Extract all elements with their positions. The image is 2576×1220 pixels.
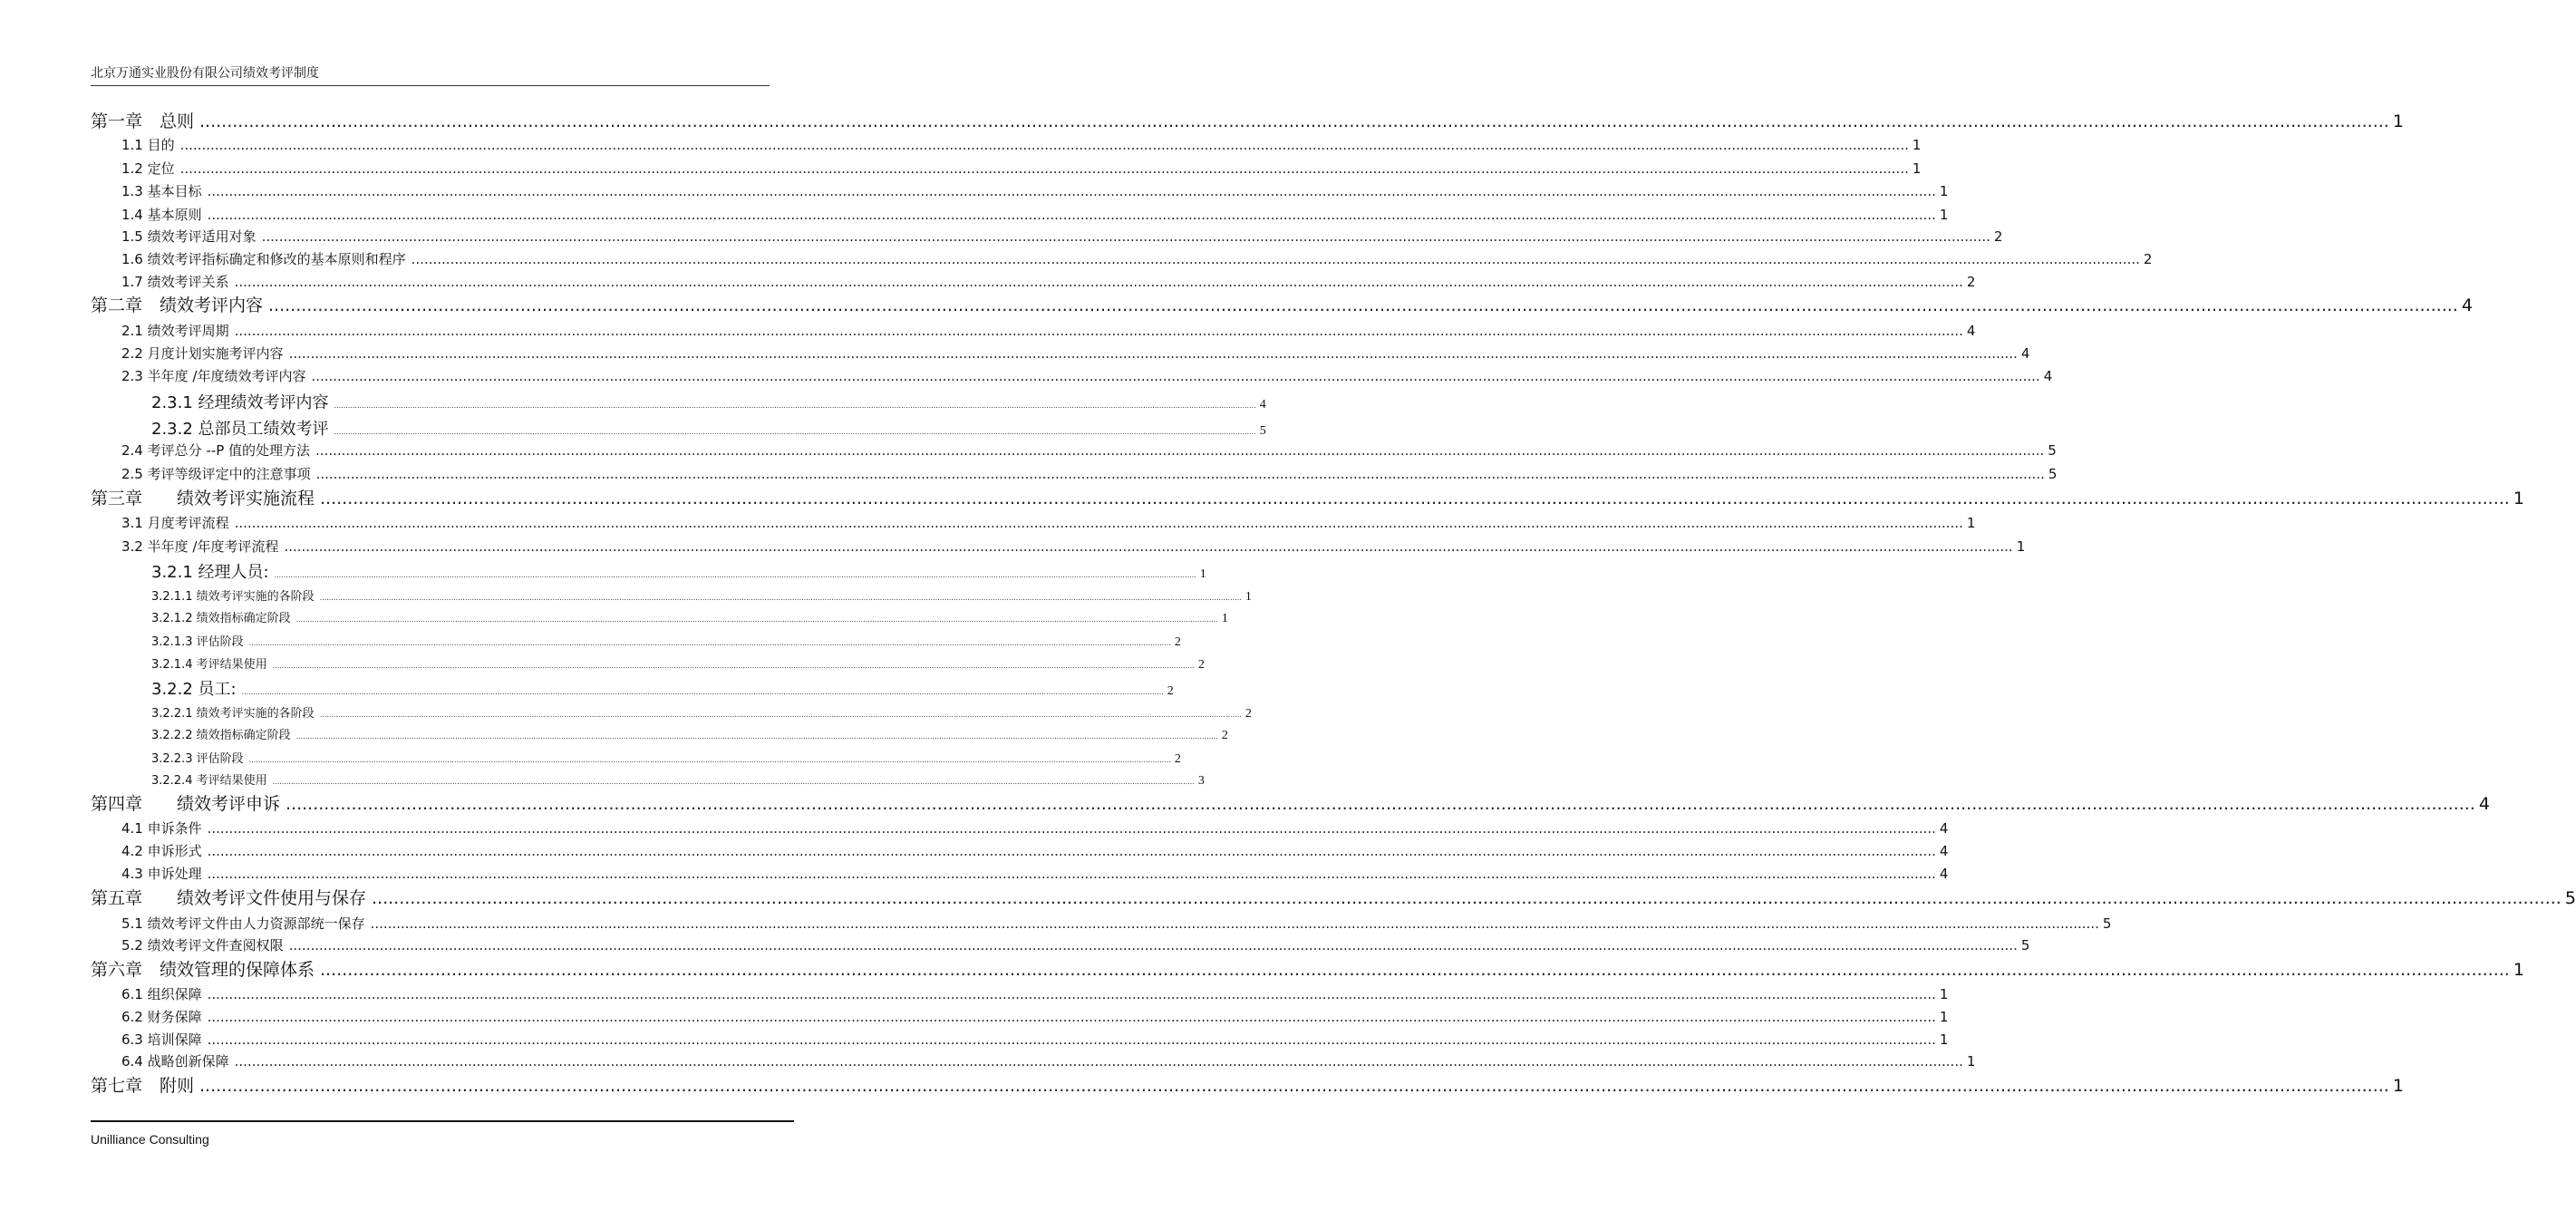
toc-entry-label: 第六章 绩效管理的保障体系 [91, 960, 315, 980]
toc-entry-page-number: 2 [1966, 274, 1976, 290]
toc-entry-page-number: 1 [1966, 515, 1976, 531]
toc-dot-leader: ................................................................................................................................................................................................................................................................................................................................................................................................................ [295, 615, 1218, 624]
toc-entry-page-number: 1 [1939, 183, 1949, 199]
toc-entry-label: 2.4 考评总分 --P 值的处理方法 [121, 442, 311, 459]
toc-entry[interactable] [91, 108, 2404, 132]
toc-entry[interactable] [121, 841, 1949, 860]
toc-entry-page-number: 1 [2016, 538, 2026, 555]
toc-entry-page-number: 1 [1939, 1009, 1949, 1025]
toc-entry[interactable] [121, 344, 2030, 363]
toc-entry-page-number: 1 [1939, 986, 1949, 1002]
toc-entry-page-number: 1 [1939, 207, 1949, 223]
toc-entry-label: 3.2.2 员工: [151, 680, 237, 699]
toc-dot-leader: ................................................................................................................................................................................................................................................................................................................................................................................................................ [372, 888, 2561, 908]
toc-entry-page-number: 2 [1174, 635, 1181, 649]
toc-entry[interactable] [91, 292, 2473, 316]
toc-entry[interactable] [121, 1030, 1949, 1049]
toc-entry-page-number: 1 [1244, 590, 1252, 604]
toc-entry-label: 1.6 绩效考评指标确定和修改的基本原则和程序 [121, 251, 406, 267]
toc-dot-leader: ................................................................................................................................................................................................................................................................................................................................................................................................................ [288, 345, 2018, 362]
toc-dot-leader: ................................................................................................................................................................................................................................................................................................................................................................................................................ [315, 442, 2045, 459]
toc-entry[interactable] [121, 159, 1922, 178]
toc-dot-leader: ................................................................................................................................................................................................................................................................................................................................................................................................................ [315, 466, 2045, 482]
toc-entry-page-number: 1 [2392, 111, 2404, 131]
toc-dot-leader: ................................................................................................................................................................................................................................................................................................................................................................................................................ [319, 594, 1242, 602]
toc-dot-leader: ................................................................................................................................................................................................................................................................................................................................................................................................................ [199, 111, 2389, 131]
toc-entry[interactable] [151, 654, 1205, 673]
toc-dot-leader: ................................................................................................................................................................................................................................................................................................................................................................................................................ [334, 402, 1256, 410]
toc-entry[interactable] [121, 366, 2053, 385]
toc-entry[interactable] [151, 608, 1228, 626]
toc-dot-leader: ................................................................................................................................................................................................................................................................................................................................................................................................................ [207, 207, 1936, 223]
toc-entry[interactable] [91, 885, 2576, 909]
toc-entry-label: 1.5 绩效考评适用对象 [121, 228, 257, 245]
toc-entry-page-number: 4 [2478, 794, 2490, 814]
toc-entry-label: 第五章 绩效考评文件使用与保存 [91, 888, 367, 908]
toc-entry[interactable] [121, 441, 2057, 460]
toc-dot-leader: ................................................................................................................................................................................................................................................................................................................................................................................................................ [207, 1009, 1936, 1025]
toc-entry[interactable] [91, 1072, 2404, 1097]
toc-entry-label: 2.2 月度计划实施考评内容 [121, 345, 284, 362]
toc-entry-label: 1.2 定位 [121, 160, 175, 177]
toc-entry-page-number: 1 [2513, 960, 2524, 980]
toc-entry[interactable] [151, 676, 1174, 700]
toc-entry-label: 第三章 绩效考评实施流程 [91, 489, 315, 508]
toc-dot-leader: ................................................................................................................................................................................................................................................................................................................................................................................................................ [320, 489, 2510, 508]
toc-entry-label: 2.3.2 总部员工绩效考评 [151, 420, 329, 439]
toc-entry-page-number: 1 [2392, 1076, 2404, 1096]
toc-dot-leader: ................................................................................................................................................................................................................................................................................................................................................................................................................ [370, 915, 2099, 932]
toc-entry[interactable] [151, 559, 1206, 583]
toc-entry[interactable] [151, 632, 1181, 650]
toc-entry[interactable] [91, 956, 2524, 981]
toc-entry-label: 3.2.1.3 评估阶段 [151, 635, 244, 649]
toc-entry-page-number: 4 [1939, 866, 1949, 882]
toc-dot-leader: ................................................................................................................................................................................................................................................................................................................................................................................................................ [179, 160, 1909, 177]
toc-entry-label: 2.3 半年度 /年度绩效考评内容 [121, 368, 306, 384]
toc-entry-page-number: 5 [2102, 915, 2112, 932]
toc-dot-leader: ................................................................................................................................................................................................................................................................................................................................................................................................................ [207, 986, 1936, 1002]
toc-entry-label: 3.2.2.3 评估阶段 [151, 752, 244, 766]
toc-entry[interactable] [151, 390, 1266, 413]
toc-entry-label: 6.4 战略创新保障 [121, 1053, 229, 1070]
toc-dot-leader: ................................................................................................................................................................................................................................................................................................................................................................................................................ [274, 571, 1196, 579]
toc-entry-label: 4.1 申诉条件 [121, 820, 202, 837]
toc-entry[interactable] [151, 770, 1205, 789]
toc-entry[interactable] [121, 537, 2026, 556]
toc-entry-page-number: 2 [1167, 684, 1174, 698]
toc-entry-page-number: 1 [1939, 1031, 1949, 1048]
toc-entry-label: 3.2 半年度 /年度考评流程 [121, 538, 279, 555]
toc-entry-page-number: 1 [1966, 1053, 1976, 1070]
toc-entry-label: 3.2.1 经理人员: [151, 563, 269, 582]
toc-entry-page-number: 4 [1939, 843, 1949, 859]
toc-entry-page-number: 1 [1199, 567, 1206, 581]
footer-text: Unilliance Consulting [91, 1132, 209, 1147]
toc-dot-leader: ................................................................................................................................................................................................................................................................................................................................................................................................................ [207, 183, 1936, 199]
toc-entry-page-number: 2 [1244, 707, 1252, 721]
toc-entry-label: 6.3 培训保障 [121, 1031, 202, 1048]
toc-entry-label: 4.3 申诉处理 [121, 866, 202, 882]
toc-dot-leader: ................................................................................................................................................................................................................................................................................................................................................................................................................ [311, 368, 2040, 384]
toc-entry-label: 5.1 绩效考评文件由人力资源部统一保存 [121, 915, 365, 932]
footer-rule [91, 1120, 794, 1122]
toc-dot-leader: ................................................................................................................................................................................................................................................................................................................................................................................................................ [272, 662, 1195, 670]
toc-dot-leader: ................................................................................................................................................................................................................................................................................................................................................................................................................ [288, 937, 2018, 954]
toc-entry-label: 2.3.1 经理绩效考评内容 [151, 393, 329, 412]
toc-entry-page-number: 4 [1259, 398, 1266, 412]
toc-entry-label: 3.2.2.1 绩效考评实施的各阶段 [151, 707, 315, 721]
toc-entry-label: 3.1 月度考评流程 [121, 515, 229, 531]
toc-dot-leader: ................................................................................................................................................................................................................................................................................................................................................................................................................ [241, 688, 1164, 696]
toc-dot-leader: ................................................................................................................................................................................................................................................................................................................................................................................................................ [272, 778, 1195, 786]
toc-entry[interactable] [121, 272, 1976, 291]
toc-entry-label: 5.2 绩效考评文件查阅权限 [121, 937, 284, 954]
toc-entry[interactable] [151, 586, 1252, 605]
toc-entry-label: 3.2.2.4 考评结果使用 [151, 774, 267, 788]
toc-entry[interactable] [121, 914, 2112, 933]
toc-entry[interactable] [151, 749, 1181, 767]
toc-entry-label: 2.1 绩效考评周期 [121, 323, 229, 339]
toc-dot-leader: ................................................................................................................................................................................................................................................................................................................................................................................................................ [234, 274, 1963, 290]
toc-entry-label: 4.2 申诉形式 [121, 843, 202, 859]
toc-entry-page-number: 4 [2020, 345, 2030, 362]
toc-entry[interactable] [121, 984, 1949, 1003]
toc-entry-page-number: 5 [2048, 466, 2058, 482]
toc-entry-page-number: 5 [2020, 937, 2030, 954]
toc-entry-page-number: 2 [1993, 228, 2003, 245]
toc-entry[interactable] [151, 725, 1228, 743]
document-header-title: 北京万通实业股份有限公司绩效考评制度 [91, 66, 319, 81]
toc-entry[interactable] [91, 485, 2524, 509]
toc-entry-page-number: 4 [2461, 295, 2473, 315]
toc-entry-label: 6.1 组织保障 [121, 986, 202, 1002]
toc-dot-leader: ................................................................................................................................................................................................................................................................................................................................................................................................................ [199, 1076, 2389, 1096]
toc-entry[interactable] [151, 416, 1266, 440]
toc-entry-label: 3.2.1.2 绩效指标确定阶段 [151, 612, 291, 625]
toc-dot-leader: ................................................................................................................................................................................................................................................................................................................................................................................................................ [248, 756, 1171, 764]
toc-entry[interactable] [121, 135, 1922, 154]
toc-entry[interactable] [121, 935, 2030, 954]
toc-entry-label: 第一章 总则 [91, 111, 195, 131]
toc-entry-page-number: 5 [1259, 424, 1266, 438]
toc-dot-leader: ................................................................................................................................................................................................................................................................................................................................................................................................................ [207, 820, 1936, 837]
toc-entry[interactable] [91, 790, 2490, 815]
toc-entry-page-number: 1 [1221, 612, 1228, 625]
toc-entry[interactable] [121, 181, 1949, 200]
toc-entry[interactable] [121, 205, 1949, 224]
toc-dot-leader: ................................................................................................................................................................................................................................................................................................................................................................................................................ [207, 843, 1936, 859]
toc-entry[interactable] [121, 864, 1949, 883]
toc-dot-leader: ................................................................................................................................................................................................................................................................................................................................................................................................................ [334, 428, 1256, 436]
toc-entry-page-number: 1 [1912, 137, 1922, 153]
toc-dot-leader: ................................................................................................................................................................................................................................................................................................................................................................................................................ [319, 711, 1242, 719]
toc-dot-leader: ................................................................................................................................................................................................................................................................................................................................................................................................................ [261, 228, 1990, 245]
toc-entry-page-number: 5 [2048, 442, 2057, 459]
toc-entry[interactable] [121, 249, 2153, 268]
toc-entry-label: 3.2.1.1 绩效考评实施的各阶段 [151, 590, 315, 604]
toc-dot-leader: ................................................................................................................................................................................................................................................................................................................................................................................................................ [411, 251, 2140, 267]
toc-dot-leader: ................................................................................................................................................................................................................................................................................................................................................................................................................ [234, 323, 1963, 339]
toc-entry-page-number: 2 [1221, 729, 1228, 742]
toc-dot-leader: ................................................................................................................................................................................................................................................................................................................................................................................................................ [268, 295, 2458, 315]
toc-entry-page-number: 2 [2143, 251, 2153, 267]
toc-dot-leader: ................................................................................................................................................................................................................................................................................................................................................................................................................ [320, 960, 2510, 980]
toc-dot-leader: ................................................................................................................................................................................................................................................................................................................................................................................................................ [284, 538, 2013, 555]
toc-entry-label: 1.7 绩效考评关系 [121, 274, 229, 290]
toc-entry-page-number: 5 [2564, 888, 2576, 908]
toc-entry-page-number: 1 [2513, 489, 2524, 508]
toc-entry-page-number: 2 [1174, 752, 1181, 766]
toc-entry-page-number: 4 [2043, 368, 2053, 384]
toc-entry-label: 2.5 考评等级评定中的注意事项 [121, 466, 311, 482]
toc-entry-page-number: 4 [1966, 323, 1976, 339]
toc-entry[interactable] [121, 321, 1976, 340]
toc-entry-label: 第七章 附则 [91, 1076, 195, 1096]
toc-dot-leader: ................................................................................................................................................................................................................................................................................................................................................................................................................ [179, 137, 1909, 153]
toc-dot-leader: ................................................................................................................................................................................................................................................................................................................................................................................................................ [207, 866, 1936, 882]
toc-entry-label: 3.2.2.2 绩效指标确定阶段 [151, 729, 291, 742]
toc-dot-leader: ................................................................................................................................................................................................................................................................................................................................................................................................................ [295, 732, 1218, 741]
toc-entry[interactable] [121, 1051, 1976, 1070]
toc-entry-label: 1.4 基本原则 [121, 207, 202, 223]
toc-dot-leader: ................................................................................................................................................................................................................................................................................................................................................................................................................ [234, 1053, 1963, 1070]
toc-entry[interactable] [121, 818, 1949, 838]
toc-entry-page-number: 3 [1197, 774, 1205, 788]
toc-entry-page-number: 1 [1912, 160, 1922, 177]
toc-entry-label: 1.1 目的 [121, 137, 175, 153]
toc-entry-page-number: 4 [1939, 820, 1949, 837]
toc-entry-label: 6.2 财务保障 [121, 1009, 202, 1025]
toc-entry-label: 3.2.1.4 考评结果使用 [151, 658, 267, 672]
toc-dot-leader: ................................................................................................................................................................................................................................................................................................................................................................................................................ [286, 794, 2475, 814]
header-rule [91, 85, 770, 86]
toc-entry[interactable] [121, 227, 2003, 246]
toc-entry[interactable] [151, 703, 1252, 721]
toc-entry-label: 第二章 绩效考评内容 [91, 295, 264, 315]
toc-entry[interactable] [121, 1007, 1949, 1026]
toc-entry[interactable] [121, 464, 2058, 483]
toc-dot-leader: ................................................................................................................................................................................................................................................................................................................................................................................................................ [207, 1031, 1936, 1048]
toc-dot-leader: ................................................................................................................................................................................................................................................................................................................................................................................................................ [248, 639, 1171, 647]
toc-entry-label: 1.3 基本目标 [121, 183, 202, 199]
toc-entry[interactable] [121, 513, 1976, 532]
toc-entry-page-number: 2 [1197, 658, 1205, 672]
toc-dot-leader: ................................................................................................................................................................................................................................................................................................................................................................................................................ [234, 515, 1963, 531]
toc-entry-label: 第四章 绩效考评申诉 [91, 794, 281, 814]
